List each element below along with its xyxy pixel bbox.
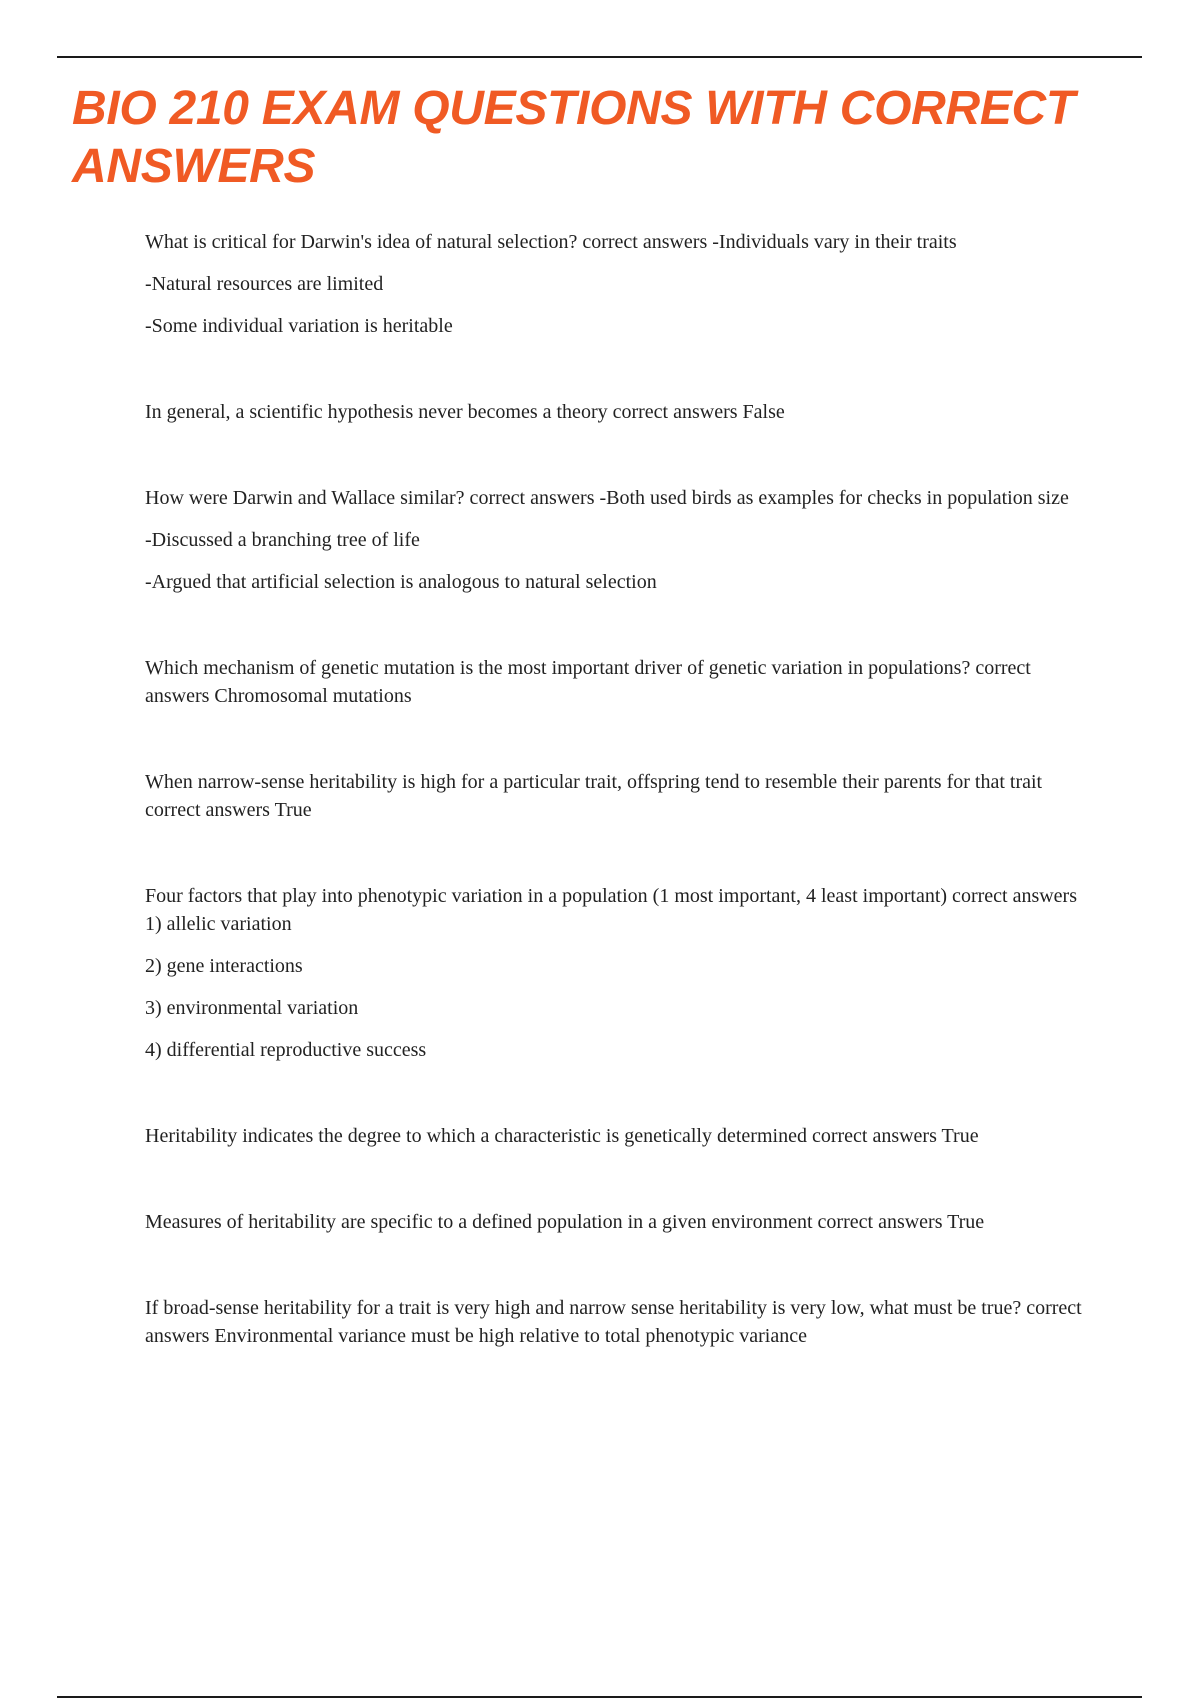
bottom-rule — [57, 1696, 1142, 1698]
qa-item-3 — [145, 484, 1085, 596]
qa-line: When narrow-sense heritability is high for a particular trait, offspring tend to resemble their parents for that trait correct answers True — [145, 771, 1043, 821]
qa-line: How were Darwin and Wallace similar? correct answers -Both used birds as examples for checks in population size — [145, 487, 1069, 509]
qa-item-5 — [145, 768, 1085, 824]
qa-line: -Discussed a branching tree of life — [145, 529, 420, 551]
document-title: BIO 210 EXAM QUESTIONS WITH CORRECT ANSWERS — [72, 82, 1075, 193]
qa-item-4 — [145, 654, 1085, 710]
qa-line: Measures of heritability are specific to a defined population in a given environment correct answers True — [145, 1211, 985, 1233]
qa-line: 3) environmental variation — [145, 997, 359, 1019]
qa-line: If broad-sense heritability for a trait is very high and narrow sense heritability is very low, what must be true? correct answers Environmental variance must be high relative to total phenotypic variance — [145, 1297, 1082, 1347]
qa-line: -Natural resources are limited — [145, 273, 384, 295]
qa-line: Heritability indicates the degree to which a characteristic is genetically determined correct answers True — [145, 1125, 979, 1147]
qa-line: Four factors that play into phenotypic variation in a population (1 most important, 4 least important) correct answers 1) allelic variation — [145, 885, 1077, 935]
qa-line: What is critical for Darwin's idea of natural selection? correct answers -Individuals vary in their traits — [145, 231, 957, 253]
qa-item-8 — [145, 1208, 1085, 1236]
qa-line: In general, a scientific hypothesis never becomes a theory correct answers False — [145, 401, 785, 423]
qa-line: 4) differential reproductive success — [145, 1039, 427, 1061]
qa-list — [145, 228, 1085, 1350]
qa-line: Which mechanism of genetic mutation is the most important driver of genetic variation in populations? correct answers Chromosomal mutations — [145, 657, 1031, 707]
qa-item-1 — [145, 228, 1085, 340]
qa-item-6 — [145, 882, 1085, 1064]
qa-item-7 — [145, 1122, 1085, 1150]
qa-line: -Some individual variation is heritable — [145, 315, 453, 337]
top-rule — [57, 56, 1142, 58]
qa-line: -Argued that artificial selection is analogous to natural selection — [145, 571, 657, 593]
qa-item-2 — [145, 398, 1085, 426]
qa-item-9 — [145, 1294, 1085, 1350]
qa-line: 2) gene interactions — [145, 955, 303, 977]
